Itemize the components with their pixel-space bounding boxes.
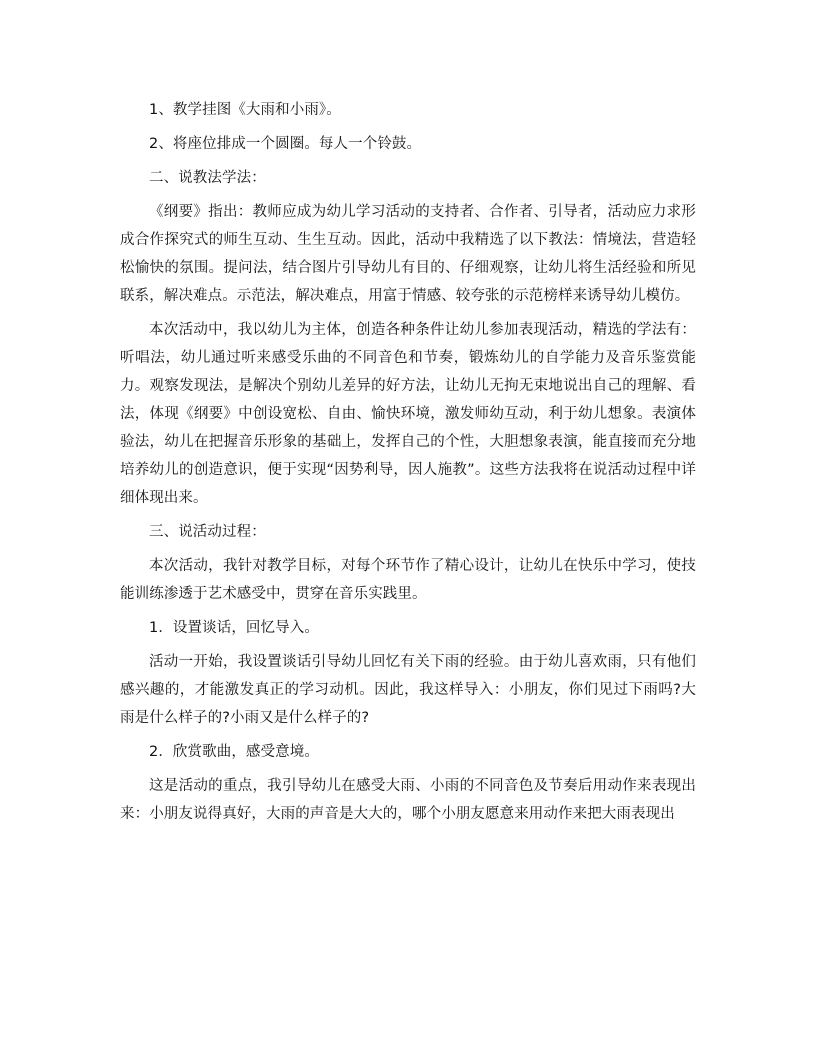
- section-heading-teaching-methods: 二、说教法学法：: [149, 170, 266, 186]
- paragraph-step-2: 这是活动的重点，我引导幼儿在感受大雨、小雨的不同音色及节奏后用动作来表现出来：小朋友说得真好，大雨的声音是大大的，哪个小朋友愿意来用动作来把大雨表现出: [120, 778, 696, 822]
- step-heading-2: 2．欣赏歌曲，感受意境。: [149, 744, 319, 760]
- paragraph-teaching-methods: 《纲要》指出：教师应成为幼儿学习活动的支持者、合作者、引导者，活动应力求形成合作探究式的师生互动、生生互动。因此，活动中我精选了以下教法：情境法，营造轻松愉快的氛围。提问法，结合图片引导幼儿有目的、仔细观察，让幼儿将生活经验和所见联系，解决难点。示范法，解决难点，用富于情感、较夸张的示范榜样来诱导幼儿模仿。: [120, 204, 696, 304]
- material-item-1: 1、教学挂图《大雨和小雨》。: [149, 102, 341, 118]
- step-heading-1: 1．设置谈话，回忆导入。: [149, 620, 319, 636]
- section-heading-activity-process: 三、说活动过程：: [149, 524, 266, 540]
- paragraph-learning-methods: 本次活动中，我以幼儿为主体，创造各种条件让幼儿参加表现活动，精选的学法有：听唱法，幼儿通过听来感受乐曲的不同音色和节奏，锻炼幼儿的自学能力及音乐鉴赏能力。观察发现法，是解决个别幼儿差异的好方法，让幼儿无拘无束地说出自己的理解、看法，体现《纲要》中创设宽松、自由、愉快环境，激发师幼互动，利于幼儿想象。表演体验法，幼儿在把握音乐形象的基础上，发挥自己的个性，大胆想象表演，能直接而充分地培养幼儿的创造意识，便于实现“因势利导，因人施教”。这些方法我将在说活动过程中详细体现出来。: [120, 322, 696, 506]
- paragraph-step-1: 活动一开始，我设置谈话引导幼儿回忆有关下雨的经验。由于幼儿喜欢雨，只有他们感兴趣的，才能激发真正的学习动机。因此，我这样导入：小朋友，你们见过下雨吗?大雨是什么样子的?小雨又是什么样子的?: [120, 654, 696, 726]
- paragraph-activity-overview: 本次活动，我针对教学目标，对每个环节作了精心设计，让幼儿在快乐中学习，使技能训练渗透于艺术感受中，贯穿在音乐实践里。: [120, 558, 696, 602]
- material-item-2: 2、将座位排成一个圆圈。每人一个铃鼓。: [149, 136, 422, 152]
- document-body: [120, 96, 696, 834]
